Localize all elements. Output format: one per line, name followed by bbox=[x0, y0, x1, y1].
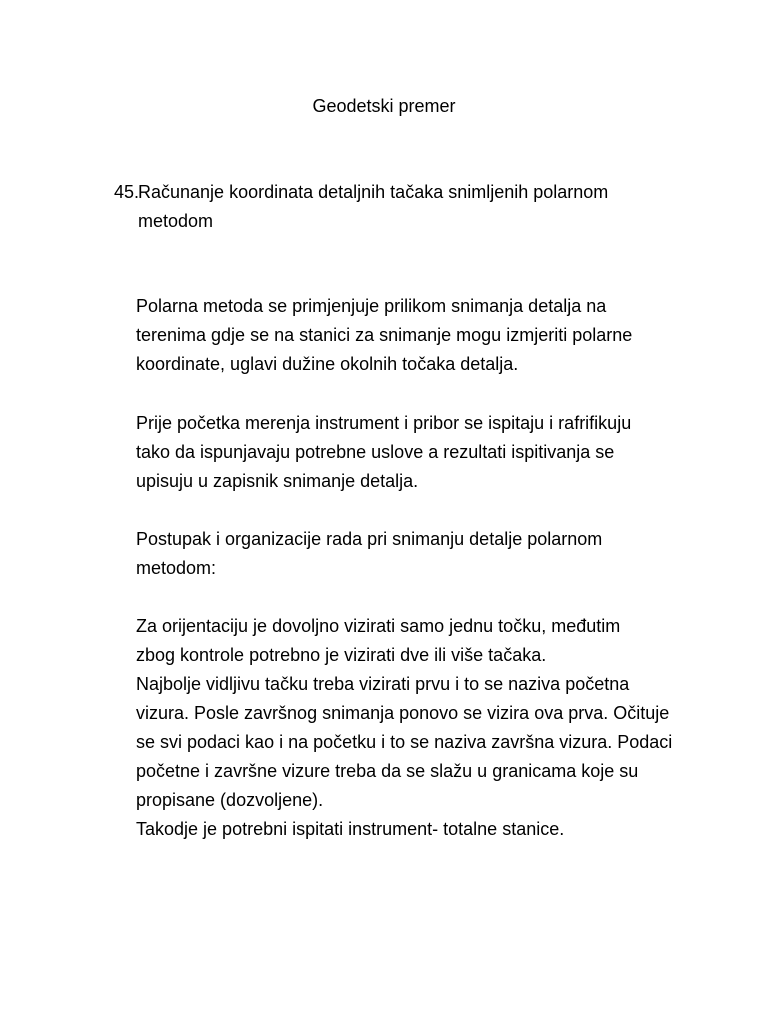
section-heading bbox=[114, 178, 674, 236]
section-heading-text: Računanje koordinata detaljnih tačaka snimljenih polarnom metodom bbox=[138, 182, 609, 231]
paragraph-orientation: Za orijentaciju je dovoljno vizirati samo jednu točku, međutim zbog kontrole potrebno je vizirati dve ili više tačaka. Najbolje vidljivu tačku treba vizirati prvu i to se naziva početna vizura. Posle završnog snimanja ponovo se vizira ova prva. Očituje se svi podaci kao i na početku i to se naziva završna vizura. Podaci početne i završne vizure treba da se slažu u granicama koje su propisane (dozvoljene). Takodje je potrebni ispitati instrument- totalne stanice. bbox=[136, 616, 673, 839]
document-title: Geodetski premer bbox=[312, 96, 456, 116]
paragraph-intro: Polarna metoda se primjenjuje prilikom snimanja detalja na terenima gdje se na stanici za snimanje mogu izmjeriti polarne koordinate, uglavi dužine okolnih točaka detalja. bbox=[136, 296, 633, 374]
paragraph-procedure-heading: Postupak i organizacije rada pri snimanju detalje polarnom metodom: bbox=[136, 529, 603, 578]
section-number: 45. bbox=[114, 182, 140, 202]
paragraph-preparation: Prije početka merenja instrument i pribor se ispitaju i rafrifikuju tako da ispunjavaju potrebne uslove a rezultati ispitivanja se upisuju u zapisnik snimanje detalja. bbox=[136, 413, 632, 491]
